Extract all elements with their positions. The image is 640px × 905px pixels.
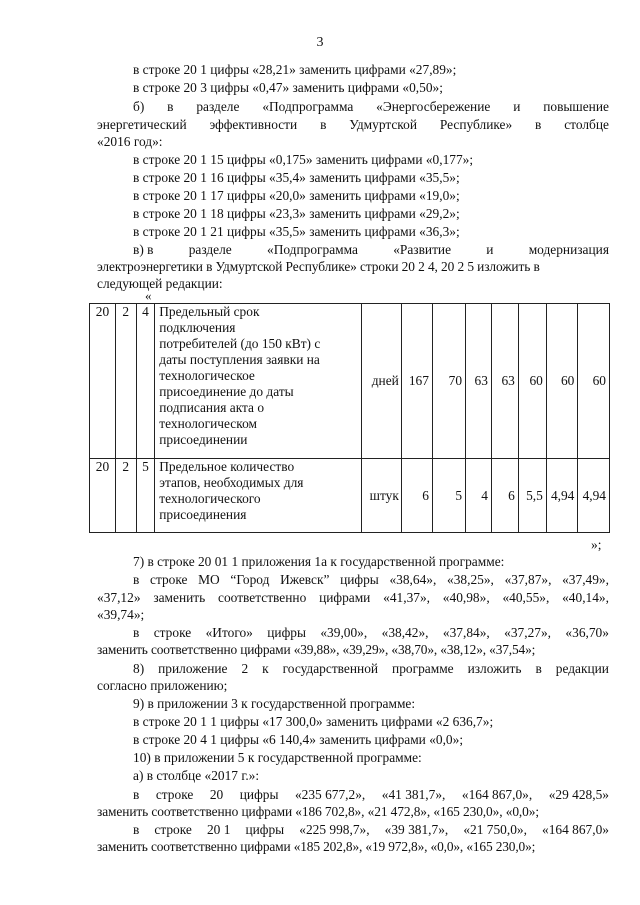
text-line: заменить соответственно цифрами «185 202,8», «19 972,8», «0,0», «165 230,0»; bbox=[97, 839, 536, 854]
text-line: заменить соответственно цифрами «186 702,8», «21 472,8», «165 230,0», «0,0»; bbox=[97, 804, 539, 819]
name-line: технологическое bbox=[159, 368, 255, 383]
text-line: в строке 20 1 16 цифры «35,4» заменить цифрами «35,5»; bbox=[133, 170, 460, 185]
name-line: Предельный срок bbox=[159, 304, 260, 319]
value-cell: 70 bbox=[432, 304, 465, 459]
word: в bbox=[320, 117, 327, 132]
word: в bbox=[133, 787, 140, 802]
word: «38,25», bbox=[447, 572, 494, 587]
name-line: технологического bbox=[159, 491, 261, 506]
name-line: потребителей (до 150 кВт) с bbox=[159, 336, 321, 351]
close-quote: »; bbox=[591, 537, 602, 552]
text-line: заменить соответственно цифрами «39,88», «39,29», «38,70», «38,12», «37,54»; bbox=[97, 642, 536, 657]
open-quote: « bbox=[145, 288, 152, 303]
word: модернизация bbox=[528, 242, 609, 257]
word: изложить bbox=[467, 661, 522, 676]
name-line: присоединении bbox=[159, 432, 248, 447]
word: «37,84», bbox=[442, 625, 490, 640]
word: 20 bbox=[209, 787, 224, 802]
item-b-line2 bbox=[97, 117, 609, 133]
word: в bbox=[535, 661, 542, 676]
text-line: в строке 20 3 цифры «0,47» заменить цифрами «0,50»; bbox=[133, 80, 443, 95]
word: «37,87», bbox=[504, 572, 552, 587]
name-line: технологическом bbox=[159, 416, 257, 431]
p10-row1-line1 bbox=[133, 787, 609, 803]
p10-row2-line1 bbox=[133, 822, 609, 838]
text-line: 9) в приложении 3 к государственной программе: bbox=[133, 696, 416, 711]
word: строке bbox=[155, 787, 194, 802]
word: «38,42», bbox=[381, 625, 429, 640]
word: «39 381,7», bbox=[384, 822, 449, 837]
text-line: в строке 20 1 15 цифры «0,175» заменить цифрами «0,177»; bbox=[133, 152, 474, 167]
text-line: в строке 20 1 1 цифры «17 300,0» заменить цифрами «2 636,7»; bbox=[133, 714, 494, 729]
word: «40,55», bbox=[502, 590, 550, 605]
word: и bbox=[486, 242, 494, 257]
code-cell: 2 bbox=[115, 304, 136, 459]
word: цифры bbox=[239, 787, 279, 802]
word: «235 677,2», bbox=[294, 787, 366, 802]
value-cell: 6 bbox=[491, 459, 518, 533]
word: «37,27», bbox=[504, 625, 552, 640]
text-line: «39,74»; bbox=[97, 607, 145, 622]
word: «38,64», bbox=[389, 572, 437, 587]
word: «Подпрограмма bbox=[267, 242, 358, 257]
word: цифры bbox=[267, 625, 306, 640]
indicator-table bbox=[89, 303, 610, 533]
code-cell: 2 bbox=[115, 459, 136, 533]
unit-cell: дней bbox=[362, 304, 401, 459]
word: «164 867,0» bbox=[542, 822, 609, 837]
value-cell: 4,94 bbox=[546, 459, 578, 533]
word: «29 428,5» bbox=[548, 787, 609, 802]
name-line: Предельное количество bbox=[159, 459, 295, 474]
word: программе bbox=[392, 661, 454, 676]
word: соответственно bbox=[218, 590, 307, 605]
word: цифры bbox=[245, 822, 285, 837]
word: «39,00», bbox=[320, 625, 368, 640]
indicator-name-cell bbox=[155, 459, 362, 533]
text-line: 10) в приложении 5 к государственной программе: bbox=[133, 750, 422, 765]
word: «41 381,7», bbox=[381, 787, 446, 802]
value-cell: 6 bbox=[401, 459, 432, 533]
word: к bbox=[262, 661, 269, 676]
text-line: в строке 20 1 17 цифры «20,0» заменить цифрами «19,0»; bbox=[133, 188, 460, 203]
word: МО bbox=[198, 572, 220, 587]
word: «37,49», bbox=[562, 572, 609, 587]
word: “Город bbox=[230, 572, 270, 587]
word: энергетический bbox=[97, 117, 187, 132]
value-cell: 5 bbox=[432, 459, 465, 533]
word: «164 867,0», bbox=[461, 787, 533, 802]
word: цифрами bbox=[319, 590, 371, 605]
p8-line1 bbox=[133, 661, 609, 677]
indicator-name-cell bbox=[155, 304, 362, 459]
word: в bbox=[133, 572, 140, 587]
text-line: в строке 20 1 21 цифры «35,5» заменить цифрами «36,3»; bbox=[133, 224, 460, 239]
word: в bbox=[535, 117, 542, 132]
value-cell: 167 bbox=[401, 304, 432, 459]
word: «Энергосбережение bbox=[376, 99, 491, 114]
text-line: в строке 20 1 18 цифры «23,3» заменить цифрами «29,2»; bbox=[133, 206, 460, 221]
text-line: а) в столбце «2017 г.»: bbox=[133, 768, 260, 783]
p7-mo-line2 bbox=[97, 590, 609, 606]
word: в bbox=[133, 822, 140, 837]
word: повышение bbox=[543, 99, 609, 114]
word: «40,14», bbox=[562, 590, 609, 605]
word: приложение bbox=[158, 661, 228, 676]
word: «37,12» bbox=[97, 590, 141, 605]
code-cell: 20 bbox=[90, 304, 116, 459]
word: «40,98», bbox=[442, 590, 490, 605]
word: строке bbox=[154, 822, 192, 837]
word: Республике» bbox=[439, 117, 513, 132]
word: Удмуртской bbox=[349, 117, 417, 132]
text-line: согласно приложению; bbox=[97, 678, 228, 693]
word: 2 bbox=[241, 661, 249, 676]
word: цифры bbox=[340, 572, 379, 587]
word: разделе bbox=[188, 242, 232, 257]
code-cell: 4 bbox=[136, 304, 155, 459]
word: 8) bbox=[133, 661, 145, 676]
word: 20 1 bbox=[206, 822, 231, 837]
text-line: в строке 20 1 цифры «28,21» заменить цифрами «27,89»; bbox=[133, 62, 457, 77]
word: строке bbox=[153, 625, 192, 640]
word: «36,70» bbox=[565, 625, 609, 640]
text-line: 7) в строке 20 01 1 приложения 1а к государственной программе: bbox=[133, 554, 505, 569]
word: государственной bbox=[282, 661, 379, 676]
code-cell: 5 bbox=[136, 459, 155, 533]
value-cell: 60 bbox=[578, 304, 610, 459]
page-number: 3 bbox=[316, 35, 324, 50]
unit-cell: штук bbox=[362, 459, 401, 533]
value-cell: 4,94 bbox=[578, 459, 610, 533]
word: «41,37», bbox=[383, 590, 431, 605]
word: в bbox=[167, 99, 174, 114]
code-cell: 20 bbox=[90, 459, 116, 533]
name-line: подключения bbox=[159, 320, 236, 335]
table-row bbox=[90, 304, 610, 459]
name-line: подписания акта о bbox=[159, 400, 265, 415]
word: эффективности bbox=[209, 117, 298, 132]
word: в bbox=[133, 625, 140, 640]
word: «Развитие bbox=[393, 242, 452, 257]
text-line: следующей редакции: bbox=[97, 276, 223, 291]
value-cell: 63 bbox=[466, 304, 492, 459]
name-line: присоединение до даты bbox=[159, 384, 294, 399]
name-line: этапов, необходимых для bbox=[159, 475, 304, 490]
word: «Итого» bbox=[205, 625, 253, 640]
word: и bbox=[513, 99, 521, 114]
word: заменить bbox=[153, 590, 206, 605]
word: в) в bbox=[133, 242, 154, 257]
table-row bbox=[90, 459, 610, 533]
p7-itogo-line1 bbox=[133, 625, 609, 641]
text-line: в строке 20 4 1 цифры «6 140,4» заменить цифрами «0,0»; bbox=[133, 732, 464, 747]
text-line: «2016 год»: bbox=[97, 134, 163, 149]
value-cell: 5,5 bbox=[518, 459, 546, 533]
word: «Подпрограмма bbox=[262, 99, 354, 114]
word: Ижевск” bbox=[280, 572, 330, 587]
word: разделе bbox=[196, 99, 240, 114]
item-b-line1 bbox=[133, 99, 609, 115]
value-cell: 4 bbox=[466, 459, 492, 533]
name-line: даты поступления заявки на bbox=[159, 352, 320, 367]
name-line: присоединения bbox=[159, 507, 247, 522]
value-cell: 60 bbox=[546, 304, 578, 459]
item-v-line1 bbox=[133, 242, 609, 258]
p7-mo-line1 bbox=[133, 572, 609, 588]
word: б) bbox=[133, 99, 145, 114]
word: столбце bbox=[564, 117, 609, 132]
value-cell: 63 bbox=[491, 304, 518, 459]
word: «225 998,7», bbox=[299, 822, 370, 837]
text-line: электроэнергетики в Удмуртской Республике» строки 20 2 4, 20 2 5 изложить в bbox=[97, 259, 540, 274]
value-cell: 60 bbox=[518, 304, 546, 459]
word: строке bbox=[150, 572, 188, 587]
word: «21 750,0», bbox=[463, 822, 527, 837]
word: редакции bbox=[555, 661, 609, 676]
